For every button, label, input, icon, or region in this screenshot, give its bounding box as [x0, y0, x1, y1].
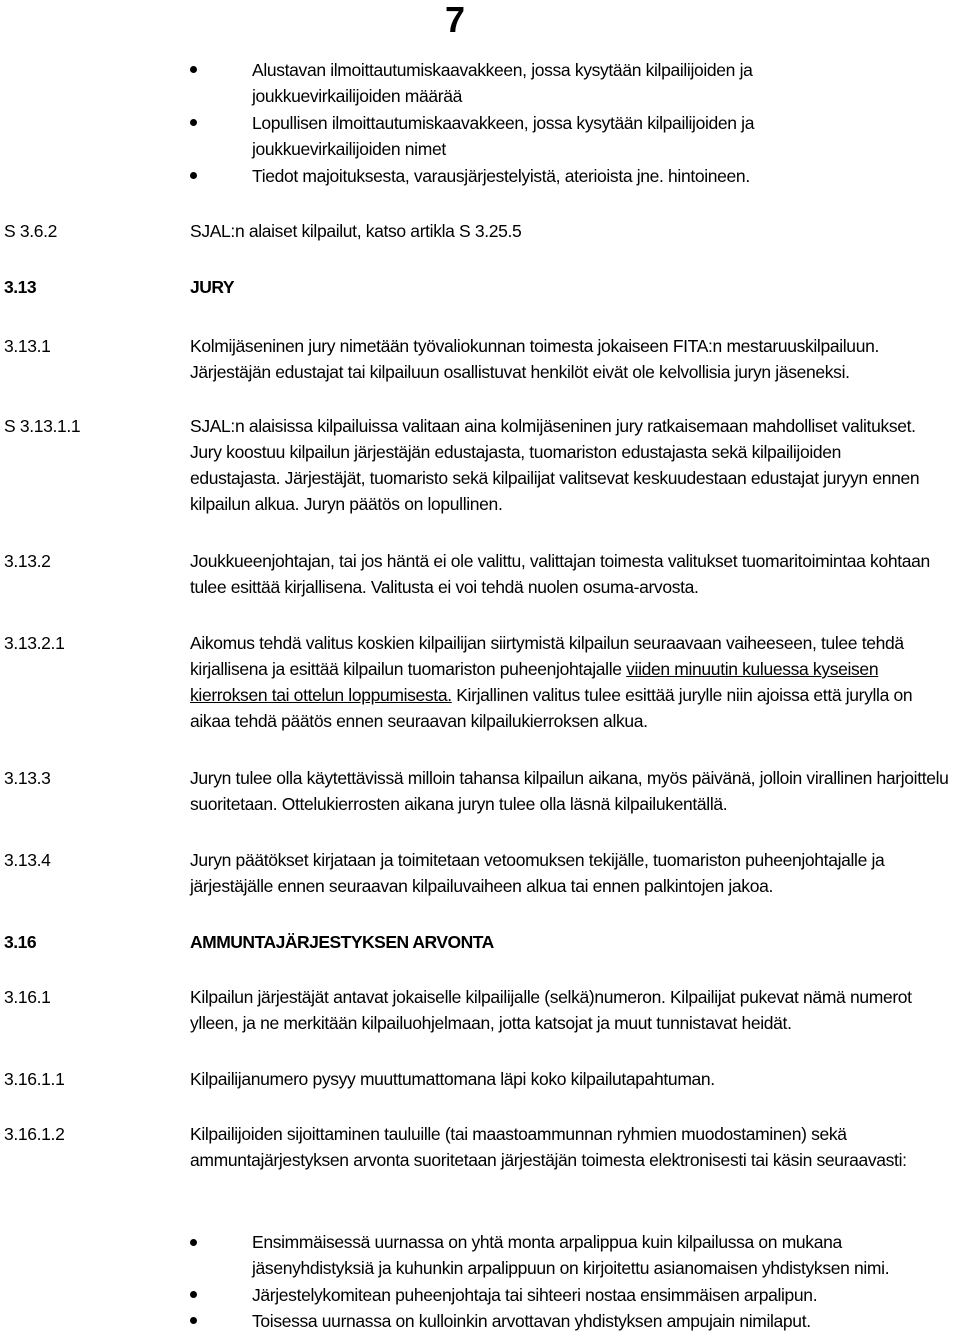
section-number: 3.16.1.1 [4, 1069, 65, 1089]
section-number: S 3.6.2 [4, 221, 58, 241]
section-text: Juryn tulee olla käytettävissä milloin tahansa kilpailun aikana, myös päivänä, jolloin virallinen harjoittelu suoritetaan. Ottelukierrosten aikana juryn tulee olla läsnä kilpailukentällä. [190, 768, 949, 814]
section-number: S 3.13.1.1 [4, 416, 81, 436]
section-heading: JURY [190, 277, 235, 297]
section-text: Kilpailijanumero pysyy muuttumattomana läpi koko kilpailutapahtuman. [190, 1069, 715, 1089]
bullet-icon [190, 1317, 197, 1324]
bullet-icon [190, 1239, 197, 1246]
list-item-text: Tiedot majoituksesta, varausjärjestelyistä, aterioista jne. hintoineen. [252, 166, 750, 186]
section-number: 3.16.1 [4, 987, 51, 1007]
list-item-text: Alustavan ilmoittautumiskaavakkeen, jossa kysytään kilpailijoiden ja joukkuevirkailijoiden määrää [252, 60, 753, 106]
section-text: SJAL:n alaisissa kilpailuissa valitaan aina kolmijäseninen jury ratkaisemaan mahdolliset valitukset. Jury koostuu kilpailun järjestäjän edustajasta, tuomariston edustajasta sekä kilpailijoiden edustajasta. Järjestäjät, tuomaristo sekä kilpailijat valitsevat keskuudestaan edustajat juryyn ennen kilpailun alkua. Juryn päätös on lopullinen. [190, 416, 920, 514]
list-item-text: Järjestelykomitean puheenjohtaja tai sihteeri nostaa ensimmäisen arpalipun. [252, 1285, 818, 1305]
section-text: Kilpailijoiden sijoittaminen tauluille (tai maastoammunnan ryhmien muodostaminen) sekä ammuntajärjestyksen arvonta suoritetaan järjestäjän toimesta elektronisesti tai käsin seuraavasti: [190, 1124, 907, 1170]
section-number: 3.13.2.1 [4, 633, 65, 653]
bullet-icon [190, 1291, 197, 1298]
section-text: Kilpailun järjestäjät antavat jokaiselle kilpailijalle (selkä)numeron. Kilpailijat pukevat nämä numerot ylleen, ja ne merkitään kilpailuohjelmaan, jotta katsojat ja muut tunnistavat heidät. [190, 987, 912, 1033]
section-text: Kolmijäseninen jury nimetään työvaliokunnan toimesta jokaiseen FITA:n mestaruuskilpailuun. Järjestäjän edustajat tai kilpailuun osallistuvat henkilöt eivät ole kelvollisia juryn jäseneksi. [190, 336, 879, 382]
section-heading: AMMUNTAJÄRJESTYKSEN ARVONTA [190, 932, 494, 952]
section-text: Juryn päätökset kirjataan ja toimitetaan vetoomuksen tekijälle, tuomariston puheenjohtajalle ja järjestäjälle ennen seuraavan kilpailuvaiheen alkua tai ennen palkintojen jakoa. [190, 850, 885, 896]
bullet-icon [190, 172, 197, 179]
section-text: Joukkueenjohtajan, tai jos häntä ei ole valittu, valittajan toimesta valitukset tuomaritoimintaa kohtaan tulee esittää kirjallisena. Valitusta ei voi tehdä nuolen osuma-arvosta. [190, 551, 930, 597]
section-text: SJAL:n alaiset kilpailut, katso artikla S 3.25.5 [190, 221, 522, 241]
list-item-text: Ensimmäisessä uurnassa on yhtä monta arpalippua kuin kilpailussa on mukana jäsenyhdistyksiä ja kuhunkin arpalippuun on kirjoitettu asianomaisen yhdistyksen nimi. [252, 1232, 890, 1278]
section-number: 3.13.2 [4, 551, 51, 571]
section-number: 3.13.3 [4, 768, 51, 788]
bullet-icon [190, 119, 197, 126]
section-text [190, 630, 930, 734]
section-text-part: Aikomus tehdä valitus koskien kilpailijan siirtymistä kilpailun seuraavaan vaiheeseen, tulee tehdä kirjallisena ja esittää kilpailun tuomariston puheenjohtajalle [190, 633, 904, 679]
section-number: 3.13.1 [4, 336, 51, 356]
section-number: 3.16 [4, 932, 37, 952]
list-item-text: Toisessa uurnassa on kulloinkin arvottavan yhdistyksen ampujain nimilaput. [252, 1311, 811, 1331]
list-item-text: Lopullisen ilmoittautumiskaavakkeen, jossa kysytään kilpailijoiden ja joukkuevirkailijoiden nimet [252, 113, 755, 159]
section-number: 3.13 [4, 277, 37, 297]
section-text-part: Kirjallinen valitus tulee esittää jurylle niin ajoissa että jurylla on aikaa tehdä päätös ennen seuraavan kilpailukierroksen alkua. [190, 685, 913, 731]
underlined-deadline-text: viiden minuutin kuluessa kyseisen kierroksen tai ottelun loppumisesta. [190, 659, 879, 705]
section-number: 3.16.1.2 [4, 1124, 65, 1144]
bullet-icon [190, 66, 197, 73]
section-number: 3.13.4 [4, 850, 51, 870]
page-number: 7 [445, 0, 466, 40]
